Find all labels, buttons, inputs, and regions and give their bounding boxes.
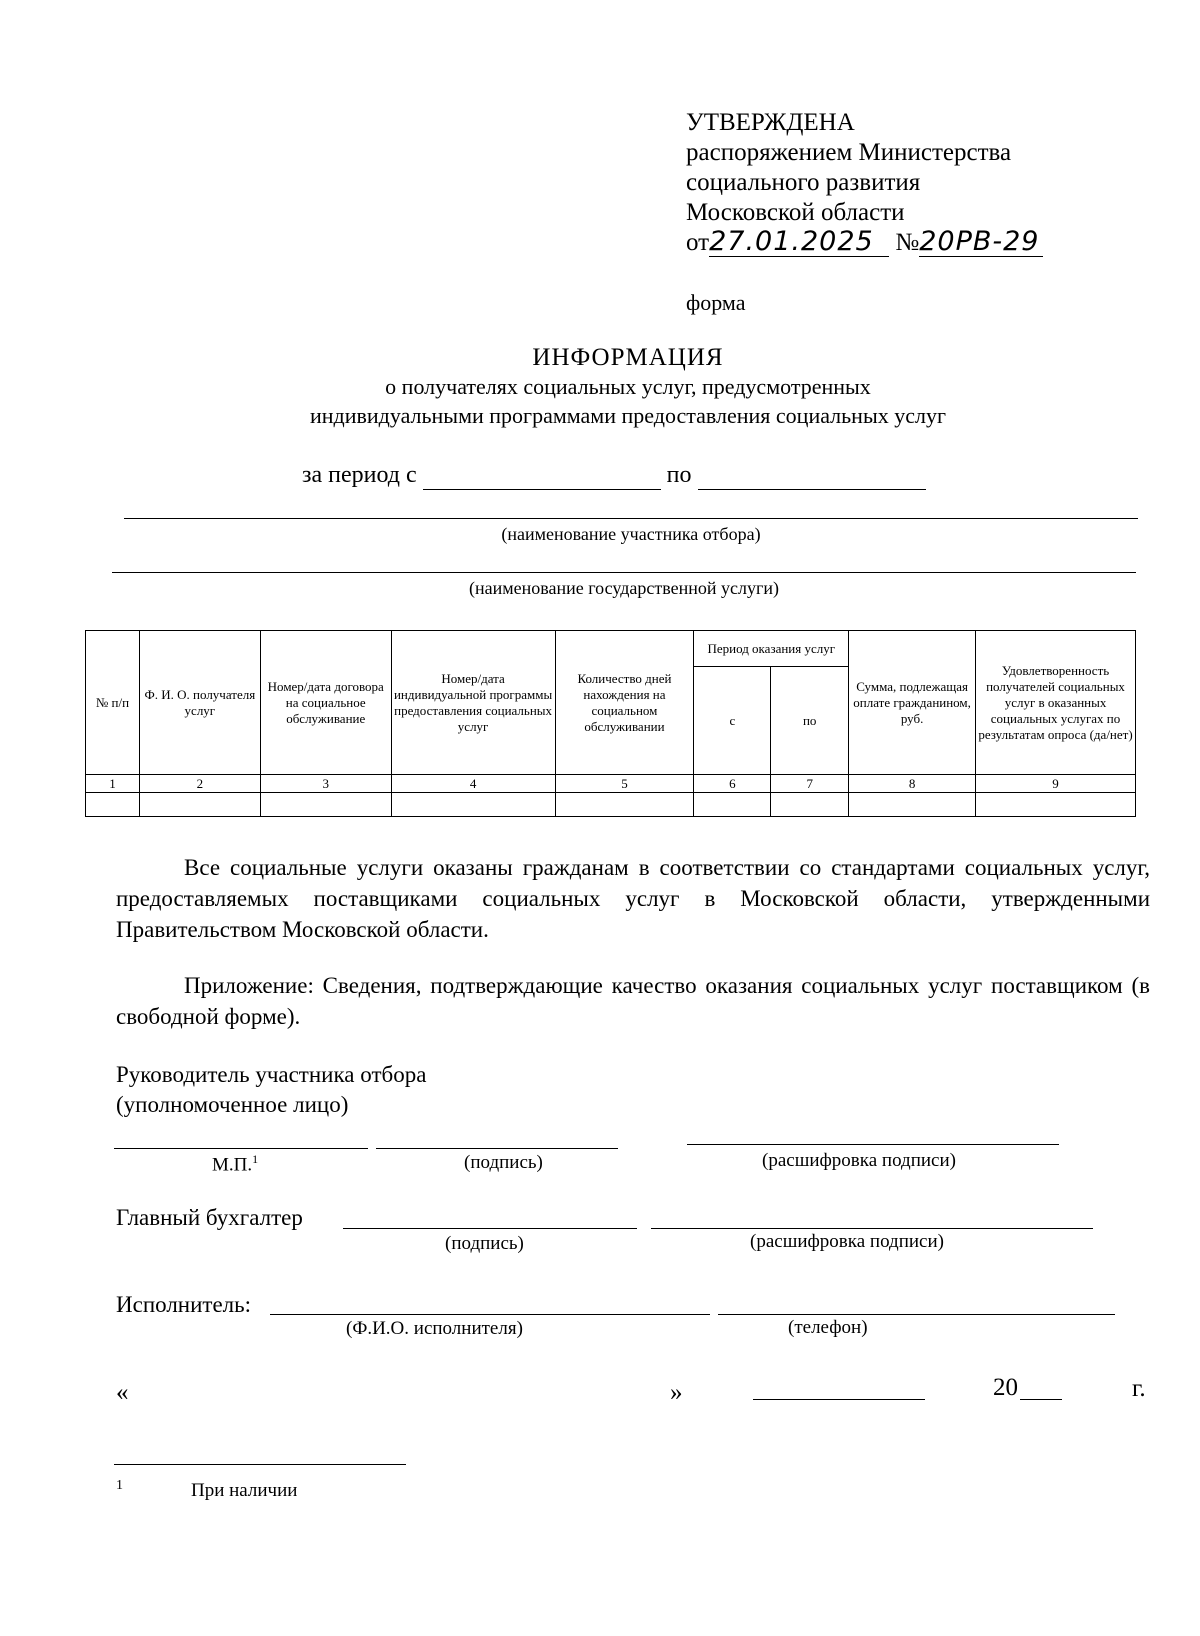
col-number: 5 bbox=[555, 775, 694, 793]
approval-line-2: социального развития bbox=[686, 169, 921, 196]
period-line bbox=[302, 462, 926, 490]
head-label-line-2: (уполномоченное лицо) bbox=[116, 1092, 349, 1117]
col-number: 8 bbox=[849, 775, 976, 793]
header-fio: Ф. И. О. получателя услуг bbox=[139, 631, 260, 775]
approval-date-line bbox=[686, 228, 1043, 258]
header-contract: Номер/дата договора на социальное обслуживание bbox=[260, 631, 391, 775]
approval-heading: УТВЕРЖДЕНА bbox=[686, 109, 855, 136]
number-prefix: № bbox=[895, 229, 920, 256]
head-decoding-line[interactable] bbox=[687, 1144, 1059, 1145]
col-number: 3 bbox=[260, 775, 391, 793]
date-open-quote: « bbox=[116, 1379, 129, 1406]
table-cell[interactable] bbox=[976, 793, 1136, 817]
footnote-separator bbox=[114, 1464, 406, 1465]
head-label bbox=[116, 1060, 426, 1120]
table-cell[interactable] bbox=[260, 793, 391, 817]
header-period-to: по bbox=[771, 667, 849, 775]
header-period-from: с bbox=[694, 667, 771, 775]
col-number: 4 bbox=[391, 775, 555, 793]
header-sum: Сумма, подлежащая оплате гражданином, руб. bbox=[849, 631, 976, 775]
period-from-label: за период с bbox=[302, 462, 417, 488]
table-row bbox=[86, 793, 1136, 817]
head-label-line-1: Руководитель участника отбора bbox=[116, 1062, 427, 1087]
col-number: 7 bbox=[771, 775, 849, 793]
document-title: ИНФОРМАЦИЯ bbox=[532, 344, 724, 371]
executor-phone-line[interactable] bbox=[718, 1314, 1115, 1315]
header-satisfaction: Удовлетворенность получателей социальных услуг в оказанных социальных услугах по результатам опроса (да/нет) bbox=[976, 631, 1136, 775]
service-caption: (наименование государственной услуги) bbox=[468, 578, 780, 598]
executor-fio-caption: (Ф.И.О. исполнителя) bbox=[346, 1318, 523, 1339]
month-blank[interactable] bbox=[753, 1399, 925, 1400]
accountant-signature-caption: (подпись) bbox=[445, 1233, 524, 1254]
col-number: 2 bbox=[139, 775, 260, 793]
col-number: 1 bbox=[86, 775, 140, 793]
year-blank[interactable] bbox=[1020, 1399, 1062, 1400]
approval-block bbox=[686, 108, 1043, 258]
accountant-signature-line[interactable] bbox=[343, 1228, 637, 1229]
mp-label: М.П.$^1$ bbox=[212, 1152, 259, 1176]
year-suffix: г. bbox=[1132, 1375, 1146, 1402]
head-signature-caption: (подпись) bbox=[464, 1152, 543, 1173]
footnote-text: При наличии bbox=[191, 1480, 298, 1501]
document-subtitle-1: о получателях социальных услуг, предусмотренных bbox=[385, 374, 871, 399]
period-to-blank[interactable] bbox=[698, 462, 926, 490]
approval-line-1: распоряжением Министерства bbox=[686, 139, 1012, 166]
document-subtitle-2: индивидуальными программами предоставления социальных услуг bbox=[309, 403, 947, 428]
date-close-quote: » bbox=[670, 1379, 683, 1406]
date-prefix: от bbox=[686, 229, 710, 256]
mp-line[interactable] bbox=[114, 1148, 368, 1149]
accountant-decoding-line[interactable] bbox=[651, 1228, 1093, 1229]
accountant-label: Главный бухгалтер bbox=[116, 1205, 303, 1230]
head-signature-line[interactable] bbox=[376, 1148, 618, 1149]
table-cell[interactable] bbox=[86, 793, 140, 817]
footnote-ref: 1 bbox=[252, 1152, 259, 1166]
participant-name-blank[interactable] bbox=[124, 518, 1138, 519]
service-name-blank[interactable] bbox=[112, 572, 1136, 573]
column-numbers-row bbox=[86, 775, 1136, 793]
table-cell[interactable] bbox=[849, 793, 976, 817]
table-cell[interactable] bbox=[139, 793, 260, 817]
attachment-paragraph: Приложение: Сведения, подтверждающие качество оказания социальных услуг поставщиком (в свободной форме). bbox=[116, 973, 1150, 1029]
approval-number-handwritten: 20РВ-29 bbox=[919, 228, 1043, 257]
period-from-blank[interactable] bbox=[423, 462, 661, 490]
table-cell[interactable] bbox=[771, 793, 849, 817]
head-decoding-caption: (расшифровка подписи) bbox=[762, 1150, 956, 1171]
footnote-number: 1 bbox=[116, 1478, 123, 1493]
col-number: 6 bbox=[694, 775, 771, 793]
compliance-paragraph: Все социальные услуги оказаны гражданам в соответствии со стандартами социальных услуг, предоставляемых поставщиками социальных услуг в Московской области, утвержденными Правительством Московской области. bbox=[116, 855, 1150, 942]
table-cell[interactable] bbox=[694, 793, 771, 817]
table-cell[interactable] bbox=[555, 793, 694, 817]
header-period-group: Период оказания услуг bbox=[694, 631, 849, 667]
executor-fio-line[interactable] bbox=[270, 1314, 710, 1315]
year-prefix: 20 bbox=[993, 1374, 1018, 1401]
period-to-label: по bbox=[666, 462, 692, 488]
header-num: № п/п bbox=[86, 631, 140, 775]
header-days: Количество дней нахождения на социальном обслуживании bbox=[555, 631, 694, 775]
accountant-decoding-caption: (расшифровка подписи) bbox=[750, 1231, 944, 1252]
approval-date-handwritten: 27.01.2025 bbox=[709, 228, 889, 257]
table-cell[interactable] bbox=[391, 793, 555, 817]
executor-phone-caption: (телефон) bbox=[788, 1317, 868, 1338]
recipients-table bbox=[85, 630, 1136, 817]
header-program: Номер/дата индивидуальной программы предоставления социальных услуг bbox=[391, 631, 555, 775]
approval-line-3: Московской области bbox=[686, 199, 905, 226]
participant-caption: (наименование участника отбора) bbox=[501, 524, 761, 544]
executor-label: Исполнитель: bbox=[116, 1292, 252, 1317]
col-number: 9 bbox=[976, 775, 1136, 793]
form-label: форма bbox=[686, 290, 746, 315]
